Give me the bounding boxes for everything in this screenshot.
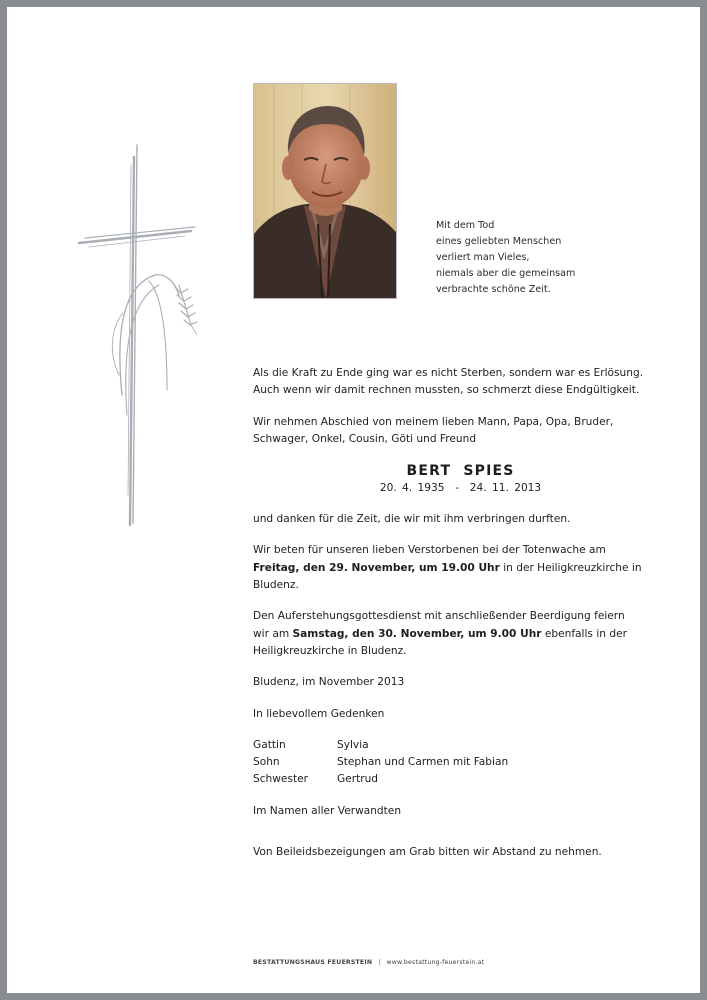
deceased-name: BERT SPIES xyxy=(406,463,515,480)
funeral-line: Heiligkreuzkirche in Bludenz. xyxy=(253,644,407,657)
relative-role: Sohn xyxy=(253,756,280,769)
relative-names: Sylvia xyxy=(337,738,369,751)
poem-line: verbrachte schöne Zeit. xyxy=(436,284,551,295)
intro-line: Auch wenn wir damit rechnen mussten, so schmerzt diese Endgültigkeit. xyxy=(253,384,640,397)
wake-datetime: Freitag, den 29. November, um 19.00 Uhr xyxy=(253,561,500,574)
relatives-table xyxy=(253,737,508,789)
intro-paragraph xyxy=(253,365,653,400)
funeral-line: Den Auferstehungsgottesdienst mit anschließender Beerdigung feiern xyxy=(253,610,625,623)
funeral-paragraph xyxy=(253,608,653,660)
obituary-page xyxy=(7,7,700,993)
memorial-poem xyxy=(436,218,575,298)
life-dates: 20. 4. 1935 - 24. 11. 2013 xyxy=(379,482,542,495)
relative-names: Stephan und Carmen mit Fabian xyxy=(337,756,509,769)
wake-paragraph xyxy=(253,542,653,594)
portrait-photo xyxy=(253,83,397,299)
poem-line: eines geliebten Menschen xyxy=(436,236,562,247)
funeral-datetime: Samstag, den 30. November, um 9.00 Uhr xyxy=(292,627,542,640)
farewell-line: Schwager, Onkel, Cousin, Göti und Freund xyxy=(253,432,477,445)
relative-role: Gattin xyxy=(253,738,286,751)
funeral-home-name: BESTATTUNGSHAUS FEUERSTEIN xyxy=(253,959,373,966)
place-date: Bludenz, im November 2013 xyxy=(253,676,405,689)
intro-line: Als die Kraft zu Ende ging war es nicht Sterben, sondern war es Erlösung. xyxy=(253,367,644,379)
relative-row xyxy=(253,771,508,788)
footer-separator: | xyxy=(378,959,381,966)
poem-line: Mit dem Tod xyxy=(436,220,495,231)
all-relatives: Im Namen aller Verwandten xyxy=(253,804,402,817)
poem-line: niemals aber die gemeinsam xyxy=(436,268,576,279)
relative-row xyxy=(253,754,508,771)
funeral-prefix: wir am xyxy=(253,627,293,640)
farewell-paragraph xyxy=(253,414,653,449)
wake-location: in der Heiligkreuzkirche in xyxy=(499,561,642,574)
relative-names: Gertrud xyxy=(337,773,379,786)
obituary-text xyxy=(253,365,653,861)
thanks-paragraph: und danken für die Zeit, die wir mit ihm verbringen durften. xyxy=(253,513,571,526)
funeral-home-url[interactable]: www.bestattung-feuerstein.at xyxy=(386,959,485,966)
relative-row xyxy=(253,737,508,754)
wake-line: Bludenz. xyxy=(253,579,299,592)
footer xyxy=(253,959,484,966)
cross-with-wheat-icon xyxy=(67,135,217,527)
wake-line: Wir beten für unseren lieben Verstorbenen bei der Totenwache am xyxy=(253,544,606,557)
funeral-location: ebenfalls in der xyxy=(541,627,627,640)
farewell-line: Wir nehmen Abschied von meinem lieben Mann, Papa, Opa, Bruder, xyxy=(253,415,614,428)
relative-role: Schwester xyxy=(253,773,308,786)
memory-phrase: In liebevollem Gedenken xyxy=(253,707,385,720)
condolence-note: Von Beileidsbezeigungen am Grab bitten wir Abstand zu nehmen. xyxy=(253,846,602,859)
poem-line: verliert man Vieles, xyxy=(436,252,530,263)
